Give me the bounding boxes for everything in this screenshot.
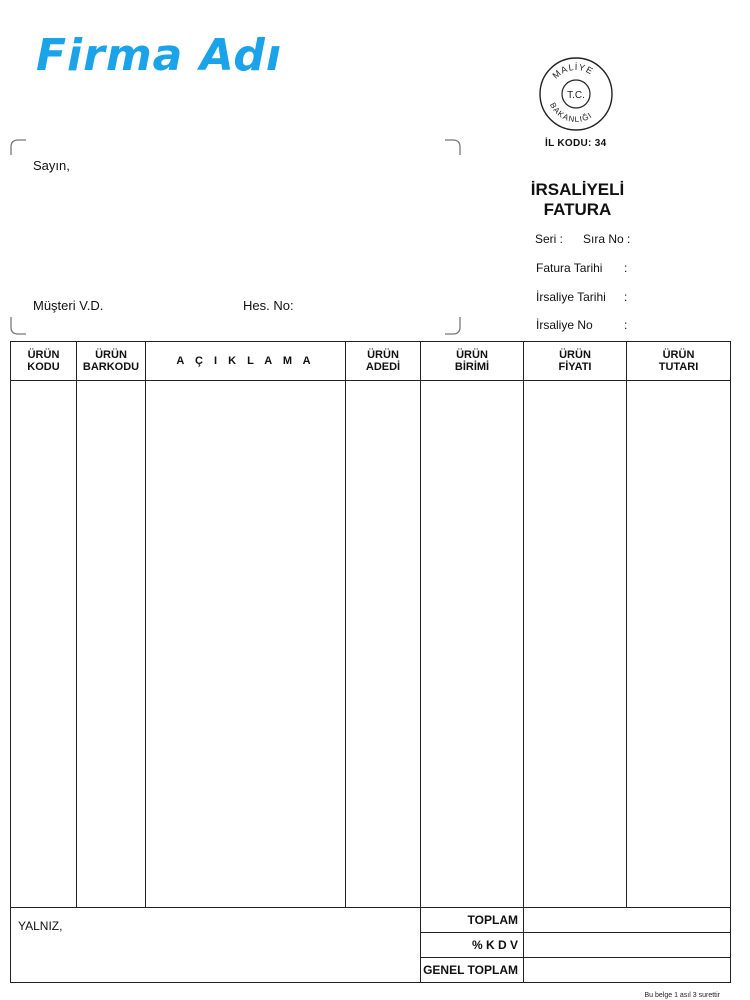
irsaliye-tarihi-colon: : [624, 290, 628, 304]
firm-name: Firma Adı [36, 30, 282, 81]
col-header-line2: TUTARI [658, 361, 699, 373]
kdv-value[interactable] [524, 933, 731, 958]
fatura-tarihi-colon: : [624, 261, 628, 275]
col-header-line1: ÜRÜN [456, 349, 488, 361]
hes-no-label: Hes. No: [243, 298, 294, 313]
yalniz-cell[interactable] [11, 908, 421, 983]
svg-text:BAKANLIĞI: BAKANLIĞI [548, 101, 594, 125]
col-header-urun-birimi [421, 342, 524, 381]
col-header-line1: ÜRÜN [367, 349, 399, 361]
sira-no-label: Sıra No : [583, 232, 631, 246]
cell-urun-fiyati[interactable] [524, 381, 627, 908]
col-header-line2: BARKODU [82, 361, 140, 373]
cell-urun-barkodu[interactable] [77, 381, 146, 908]
seri-label: Seri : [535, 232, 564, 246]
sayin-label: Sayın, [33, 158, 70, 173]
col-header-aciklama: A Ç I K L A M A [146, 342, 346, 381]
toplam-label: TOPLAM [421, 908, 524, 933]
genel-toplam-label: GENEL TOPLAM [421, 958, 524, 983]
col-header-line1: ÜRÜN [95, 349, 127, 361]
musteri-vd-label: Müşteri V.D. [33, 298, 104, 313]
col-header-line1: ÜRÜN [27, 349, 60, 361]
col-header-urun-tutari [627, 342, 731, 381]
col-header-line2: BİRİMİ [454, 361, 490, 373]
svg-text:T.C.: T.C. [567, 90, 585, 101]
col-header-line1: ÜRÜN [559, 349, 591, 361]
document-title-line1: İRSALİYELİ [530, 180, 625, 199]
col-header-line2: KODU [27, 361, 60, 373]
table-body-row [11, 381, 731, 908]
document-title [505, 180, 650, 220]
svg-text:MALİYE: MALİYE [550, 61, 596, 81]
fatura-tarihi-label: Fatura Tarihi [536, 261, 603, 275]
yalniz-label: YALNIZ, [18, 919, 63, 933]
cell-urun-kodu[interactable] [11, 381, 77, 908]
col-header-urun-kodu [11, 342, 77, 381]
col-header-urun-adedi [346, 342, 421, 381]
col-header-urun-barkodu [77, 342, 146, 381]
invoice-items-table [10, 341, 731, 983]
footer-note: Bu belge 1 asıl 3 surettir [644, 992, 720, 999]
irsaliye-tarihi-label: İrsaliye Tarihi [536, 290, 606, 304]
cell-urun-adedi[interactable] [346, 381, 421, 908]
irsaliye-no-colon: : [624, 318, 628, 332]
il-kodu: İL KODU: 34 [545, 138, 607, 149]
toplam-value[interactable] [524, 908, 731, 933]
cell-aciklama[interactable] [146, 381, 346, 908]
kdv-label: % K D V [421, 933, 524, 958]
col-header-line2: ADEDİ [365, 361, 401, 373]
totals-row-toplam [11, 908, 731, 933]
col-header-urun-fiyati [524, 342, 627, 381]
cell-urun-birimi[interactable] [421, 381, 524, 908]
cell-urun-tutari[interactable] [627, 381, 731, 908]
irsaliye-no-label: İrsaliye No [536, 318, 593, 332]
col-header-line1: ÜRÜN [662, 349, 695, 361]
seal-logo [538, 56, 614, 132]
table-header-row [11, 342, 731, 381]
col-header-line2: FİYATI [558, 361, 592, 373]
genel-toplam-value[interactable] [524, 958, 731, 983]
document-title-line2: FATURA [543, 200, 612, 219]
